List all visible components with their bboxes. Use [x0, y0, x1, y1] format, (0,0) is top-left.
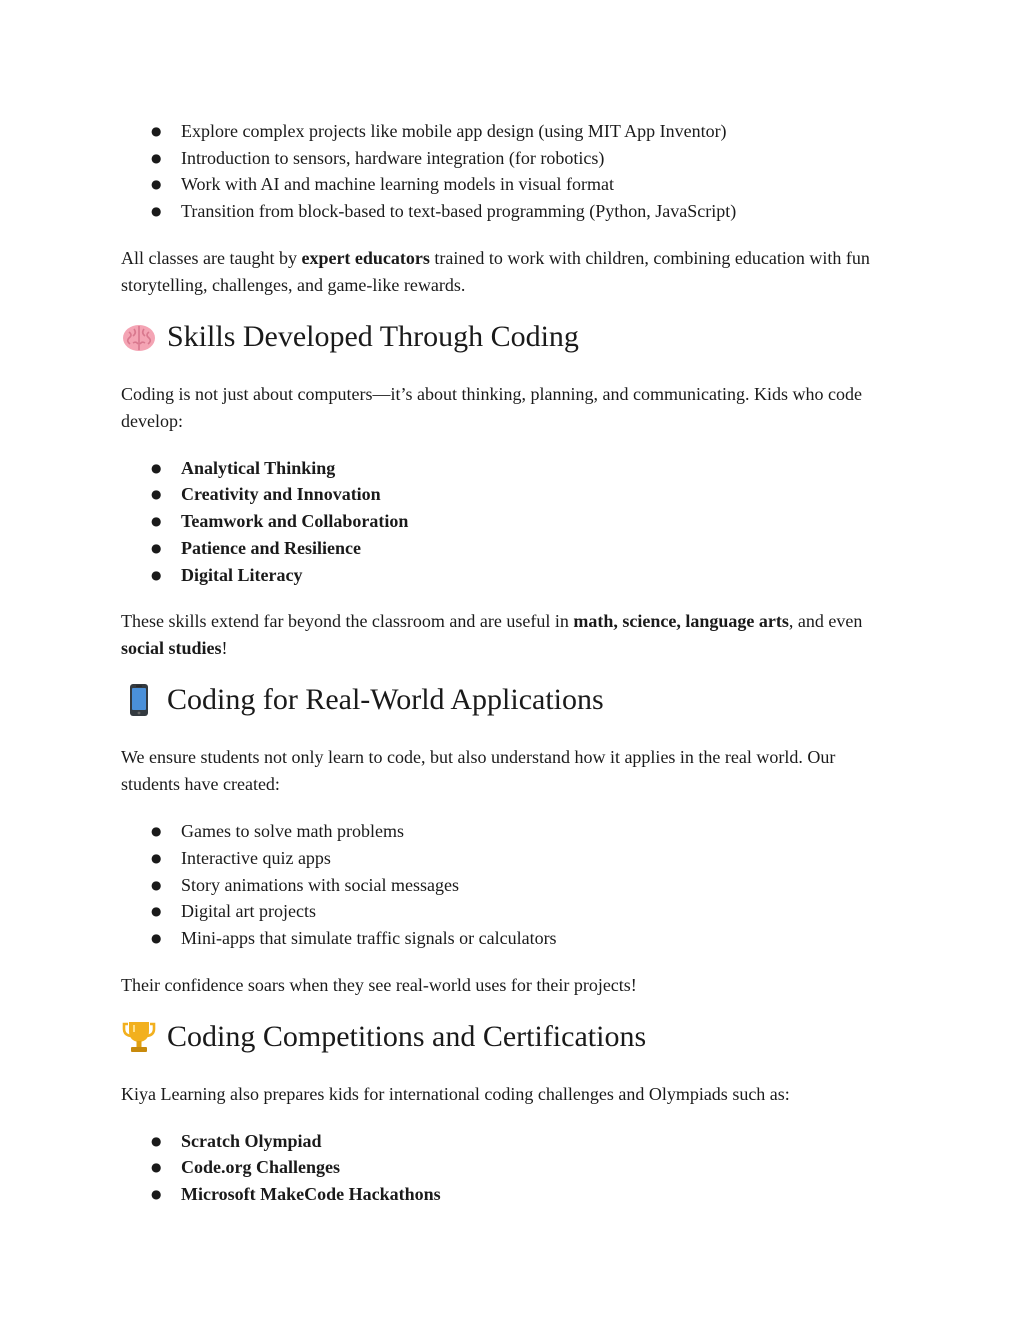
- list-item: ● Work with AI and machine learning models in visual format: [121, 171, 891, 198]
- competitions-heading: Coding Competitions and Certifications: [121, 1017, 891, 1057]
- bullet-icon: ●: [151, 850, 162, 865]
- bullet-icon: ●: [151, 1133, 162, 1148]
- bullet-icon: ●: [151, 124, 162, 138]
- skills-intro-paragraph: Coding is not just about computers—it’s about thinking, planning, and communicating. Kids who code develop:: [121, 383, 862, 431]
- skills-heading: Skills Developed Through Coding: [121, 317, 891, 357]
- intro-list: [121, 118, 891, 225]
- bullet-icon: ●: [151, 567, 162, 582]
- bullet-icon: ●: [151, 824, 162, 839]
- bullet-icon: ●: [151, 930, 162, 945]
- list-item: ● Teamwork and Collaboration: [121, 508, 891, 535]
- bullet-icon: ●: [151, 877, 162, 892]
- bullet-icon: ●: [151, 460, 162, 475]
- page-content: [121, 118, 891, 1208]
- mobile-phone-icon: [121, 682, 157, 718]
- trophy-icon: [121, 1019, 157, 1055]
- competitions-intro-paragraph: Kiya Learning also prepares kids for international coding challenges and Olympiads such as:: [121, 1083, 790, 1104]
- list-item: ● Code.org Challenges: [121, 1154, 891, 1181]
- competitions-list: [121, 1128, 891, 1208]
- list-item: ● Games to solve math problems: [121, 818, 891, 845]
- list-item: ● Mini-apps that simulate traffic signals or calculators: [121, 925, 891, 952]
- realworld-list: [121, 818, 891, 951]
- list-item: ● Scratch Olympiad: [121, 1128, 891, 1155]
- bullet-icon: ●: [151, 1187, 162, 1201]
- bullet-icon: ●: [151, 1160, 162, 1175]
- realworld-heading: Coding for Real-World Applications: [121, 680, 891, 720]
- realworld-outro-paragraph: Their confidence soars when they see real-world uses for their projects!: [121, 974, 637, 995]
- list-item: ● Introduction to sensors, hardware integration (for robotics): [121, 145, 891, 172]
- bullet-icon: ●: [151, 150, 162, 165]
- list-item: ● Interactive quiz apps: [121, 845, 891, 872]
- skills-outro-paragraph: These skills extend far beyond the classroom and are useful in math, science, language arts, and even social studies!: [121, 611, 863, 659]
- bullet-icon: ●: [151, 177, 162, 192]
- classes-paragraph: All classes are taught by expert educators trained to work with children, combining education with fun storytelling, challenges, and game-like rewards.: [121, 247, 870, 295]
- list-item: ● Explore complex projects like mobile app design (using MIT App Inventor): [121, 118, 891, 145]
- list-item: ● Story animations with social messages: [121, 872, 891, 899]
- bullet-icon: ●: [151, 540, 162, 555]
- list-item: ● Digital art projects: [121, 898, 891, 925]
- list-item: ● Digital Literacy: [121, 562, 891, 589]
- bullet-icon: ●: [151, 204, 162, 219]
- brain-icon: [121, 319, 157, 355]
- skills-list: [121, 455, 891, 588]
- list-item: ● Transition from block-based to text-based programming (Python, JavaScript): [121, 198, 891, 225]
- list-item: ● Creativity and Innovation: [121, 481, 891, 508]
- list-item: ● Analytical Thinking: [121, 455, 891, 482]
- realworld-intro-paragraph: We ensure students not only learn to code, but also understand how it applies in the real world. Our students have created:: [121, 747, 836, 795]
- bullet-icon: ●: [151, 487, 162, 502]
- bullet-icon: ●: [151, 514, 162, 529]
- list-item: ● Microsoft MakeCode Hackathons: [121, 1181, 891, 1208]
- bullet-icon: ●: [151, 904, 162, 919]
- list-item: ● Patience and Resilience: [121, 535, 891, 562]
